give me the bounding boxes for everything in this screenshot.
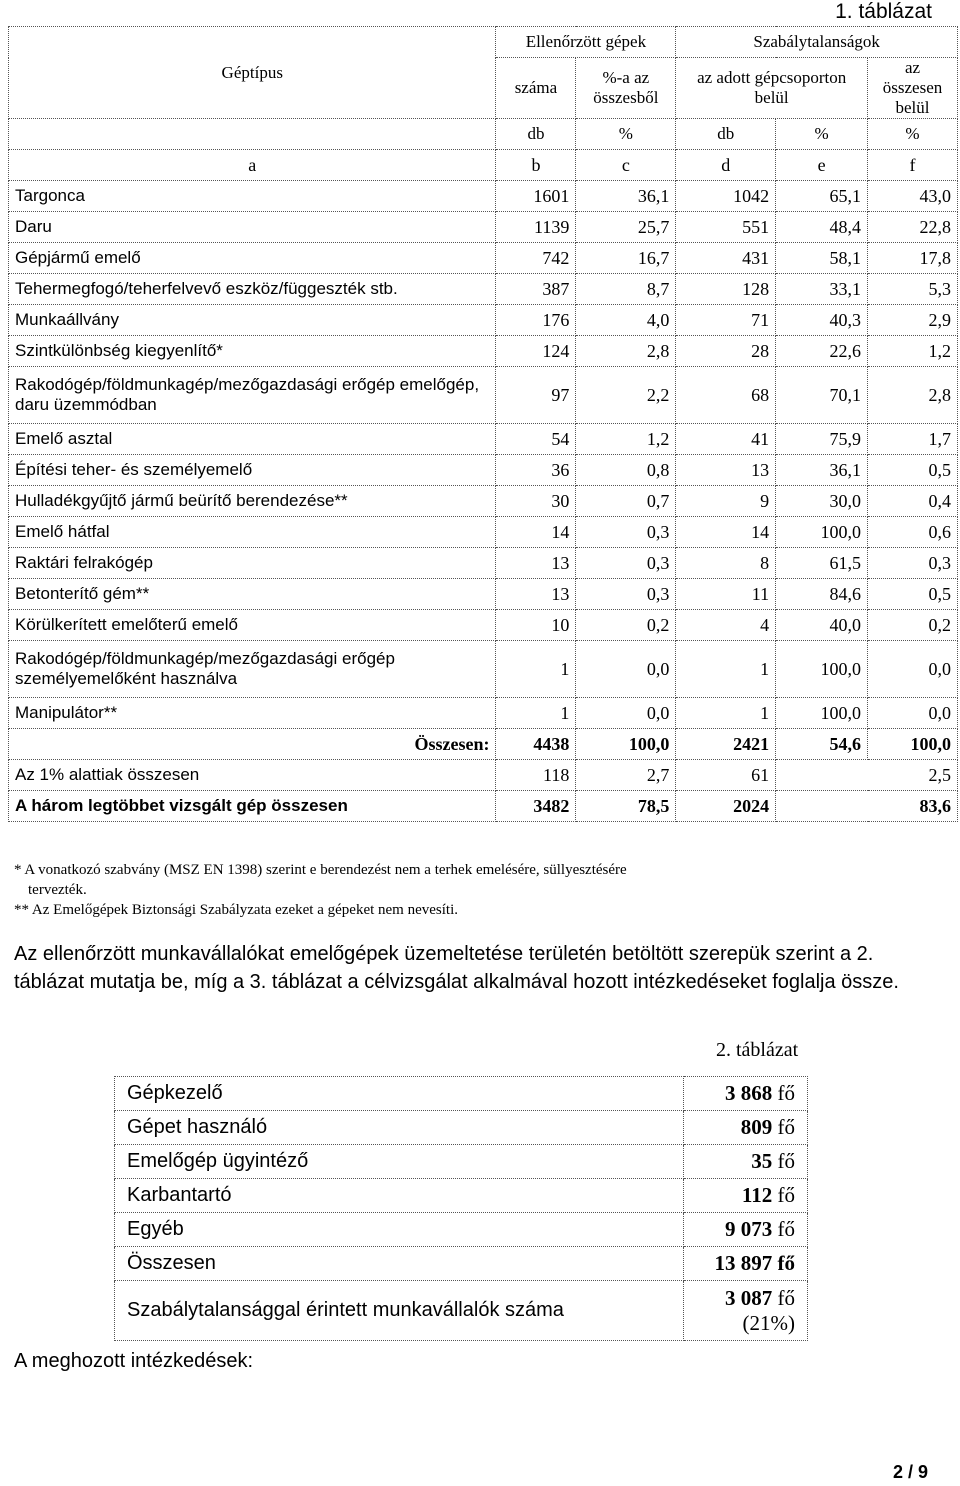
value-f: 0,6 xyxy=(868,517,958,548)
under1-b: 118 xyxy=(496,760,576,791)
role-count-unit: fő xyxy=(777,1115,795,1139)
role-count-unit: fő xyxy=(777,1183,795,1207)
total-b: 4438 xyxy=(496,729,576,760)
table-row xyxy=(9,698,958,729)
value-f: 5,3 xyxy=(868,274,958,305)
header-az-osszesen-belul: az összesen belül xyxy=(868,58,958,119)
value-e: 70,1 xyxy=(776,367,868,424)
total-d: 2421 xyxy=(676,729,776,760)
role-count-unit: fő xyxy=(777,1217,795,1241)
value-b: 54 xyxy=(496,424,576,455)
header-szama: száma xyxy=(496,58,576,119)
unit-2: db xyxy=(676,119,776,150)
value-b: 14 xyxy=(496,517,576,548)
units-blank xyxy=(9,119,496,150)
role-count-number: 809 xyxy=(740,1115,773,1139)
unit-4: % xyxy=(868,119,958,150)
table-row xyxy=(9,610,958,641)
value-c: 0,2 xyxy=(576,610,676,641)
value-d: 1042 xyxy=(676,181,776,212)
value-f: 0,5 xyxy=(868,579,958,610)
value-e: 40,3 xyxy=(776,305,868,336)
under1-f: 2,5 xyxy=(776,760,958,791)
value-b: 124 xyxy=(496,336,576,367)
machine-type: Emelő asztal xyxy=(9,424,496,455)
value-f: 22,8 xyxy=(868,212,958,243)
measures-heading: A meghozott intézkedések: xyxy=(14,1350,254,1372)
value-c: 0,7 xyxy=(576,486,676,517)
header-az-adott-gepcsoporton-belul: az adott gépcsoporton belül xyxy=(676,58,868,119)
table-row xyxy=(9,181,958,212)
value-f: 0,5 xyxy=(868,455,958,486)
value-d: 4 xyxy=(676,610,776,641)
table-row xyxy=(9,455,958,486)
header-szabalytalansagok: Szabálytalanságok xyxy=(676,27,958,58)
total-value: 13 897 fő xyxy=(684,1247,808,1281)
table-row xyxy=(9,641,958,698)
top-three-label: A három legtöbbet vizsgált gép összesen xyxy=(9,791,496,822)
value-c: 0,0 xyxy=(576,698,676,729)
value-d: 551 xyxy=(676,212,776,243)
role-row xyxy=(115,1179,808,1213)
value-f: 0,2 xyxy=(868,610,958,641)
value-d: 13 xyxy=(676,455,776,486)
table-row xyxy=(9,579,958,610)
value-d: 11 xyxy=(676,579,776,610)
value-c: 16,7 xyxy=(576,243,676,274)
column-letter-a: a xyxy=(9,150,496,181)
value-e: 100,0 xyxy=(776,517,868,548)
value-b: 13 xyxy=(496,579,576,610)
value-d: 431 xyxy=(676,243,776,274)
role-count-unit: fő xyxy=(777,1149,795,1173)
machine-type: Munkaállvány xyxy=(9,305,496,336)
under1-d: 61 xyxy=(676,760,776,791)
header-geptipus: Géptípus xyxy=(9,27,496,119)
value-c: 2,2 xyxy=(576,367,676,424)
value-e: 36,1 xyxy=(776,455,868,486)
machine-type: Raktári felrakógép xyxy=(9,548,496,579)
value-d: 128 xyxy=(676,274,776,305)
table-row xyxy=(9,367,958,424)
value-c: 8,7 xyxy=(576,274,676,305)
affected-label: Szabálytalansággal érintett munkavállalók száma xyxy=(115,1281,684,1341)
role-count-number: 3 868 xyxy=(725,1081,773,1105)
table-row xyxy=(9,336,958,367)
value-e: 100,0 xyxy=(776,641,868,698)
role-label: Karbantartó xyxy=(115,1179,684,1213)
value-b: 36 xyxy=(496,455,576,486)
value-e: 22,6 xyxy=(776,336,868,367)
table-row xyxy=(9,243,958,274)
machine-type: Szintkülönbség kiegyenlítő* xyxy=(9,336,496,367)
value-c: 0,0 xyxy=(576,641,676,698)
table-row xyxy=(9,548,958,579)
total-label: Összesen xyxy=(115,1247,684,1281)
role-label: Gépet használó xyxy=(115,1111,684,1145)
value-b: 30 xyxy=(496,486,576,517)
value-d: 1 xyxy=(676,698,776,729)
machine-type: Gépjármű emelő xyxy=(9,243,496,274)
table2-affected-row xyxy=(115,1281,808,1341)
machine-type: Betonterítő gém** xyxy=(9,579,496,610)
machine-type: Emelő hátfal xyxy=(9,517,496,548)
role-label: Egyéb xyxy=(115,1213,684,1247)
footnote-1-cont: tervezték. xyxy=(28,882,87,898)
role-label: Emelőgép ügyintéző xyxy=(115,1145,684,1179)
value-c: 36,1 xyxy=(576,181,676,212)
role-row xyxy=(115,1111,808,1145)
value-e: 100,0 xyxy=(776,698,868,729)
role-count-number: 112 xyxy=(741,1183,773,1207)
value-e: 75,9 xyxy=(776,424,868,455)
under-one-percent-row xyxy=(9,760,958,791)
table-row xyxy=(9,212,958,243)
value-e: 61,5 xyxy=(776,548,868,579)
under-one-percent-label: Az 1% alattiak összesen xyxy=(9,760,496,791)
value-c: 25,7 xyxy=(576,212,676,243)
value-e: 84,6 xyxy=(776,579,868,610)
machine-type: Daru xyxy=(9,212,496,243)
value-c: 0,8 xyxy=(576,455,676,486)
value-f: 43,0 xyxy=(868,181,958,212)
column-letter-c: c xyxy=(576,150,676,181)
top3-f: 83,6 xyxy=(776,791,958,822)
column-letter-e: e xyxy=(776,150,868,181)
value-d: 41 xyxy=(676,424,776,455)
value-c: 0,3 xyxy=(576,548,676,579)
top3-c: 78,5 xyxy=(576,791,676,822)
table-row xyxy=(9,517,958,548)
value-b: 387 xyxy=(496,274,576,305)
affected-percent: (21%) xyxy=(742,1310,795,1335)
table2-caption: 2. táblázat xyxy=(716,1039,799,1061)
value-c: 1,2 xyxy=(576,424,676,455)
value-c: 2,8 xyxy=(576,336,676,367)
value-b: 1139 xyxy=(496,212,576,243)
machine-type: Rakodógép/földmunkagép/mezőgazdasági erőgép személyemelőként használva xyxy=(9,641,496,698)
role-count xyxy=(684,1213,808,1247)
column-letter-b: b xyxy=(496,150,576,181)
machine-type: Hulladékgyűjtő jármű beürítő berendezése** xyxy=(9,486,496,517)
value-b: 1 xyxy=(496,698,576,729)
total-c: 100,0 xyxy=(576,729,676,760)
role-count-unit: fő xyxy=(777,1081,795,1105)
value-b: 13 xyxy=(496,548,576,579)
value-c: 0,3 xyxy=(576,517,676,548)
top-three-row xyxy=(9,791,958,822)
value-d: 68 xyxy=(676,367,776,424)
value-f: 2,8 xyxy=(868,367,958,424)
unit-1: % xyxy=(576,119,676,150)
value-c: 4,0 xyxy=(576,305,676,336)
value-e: 48,4 xyxy=(776,212,868,243)
value-f: 0,3 xyxy=(868,548,958,579)
value-e: 58,1 xyxy=(776,243,868,274)
total-f: 100,0 xyxy=(868,729,958,760)
value-f: 2,9 xyxy=(868,305,958,336)
value-f: 17,8 xyxy=(868,243,958,274)
value-e: 30,0 xyxy=(776,486,868,517)
value-f: 0,0 xyxy=(868,641,958,698)
value-d: 1 xyxy=(676,641,776,698)
footnote-2: ** Az Emelőgépek Biztonsági Szabályzata ezeket a gépeket nem nevesíti. xyxy=(14,902,458,918)
column-letter-f: f xyxy=(868,150,958,181)
machine-type: Manipulátor** xyxy=(9,698,496,729)
column-letter-d: d xyxy=(676,150,776,181)
table-row xyxy=(9,305,958,336)
role-count-number: 9 073 xyxy=(725,1217,773,1241)
role-row xyxy=(115,1145,808,1179)
value-e: 40,0 xyxy=(776,610,868,641)
unit-0: db xyxy=(496,119,576,150)
role-label: Gépkezelő xyxy=(115,1077,684,1111)
role-count xyxy=(684,1111,808,1145)
affected-value: 3 087 fő (21%) xyxy=(684,1281,808,1341)
table1-footnotes xyxy=(14,860,914,920)
value-f: 1,7 xyxy=(868,424,958,455)
value-b: 1601 xyxy=(496,181,576,212)
value-d: 9 xyxy=(676,486,776,517)
value-b: 10 xyxy=(496,610,576,641)
worker-roles-table xyxy=(114,1076,808,1341)
unit-3: % xyxy=(776,119,868,150)
value-f: 1,2 xyxy=(868,336,958,367)
value-b: 1 xyxy=(496,641,576,698)
machine-inspection-table xyxy=(8,26,958,822)
role-row xyxy=(115,1213,808,1247)
role-count-number: 35 xyxy=(751,1149,773,1173)
table1-caption: 1. táblázat xyxy=(835,0,932,23)
value-e: 33,1 xyxy=(776,274,868,305)
value-d: 14 xyxy=(676,517,776,548)
role-row xyxy=(115,1077,808,1111)
total-row xyxy=(9,729,958,760)
machine-type: Targonca xyxy=(9,181,496,212)
table2-total-row xyxy=(115,1247,808,1281)
under1-c: 2,7 xyxy=(576,760,676,791)
value-b: 97 xyxy=(496,367,576,424)
machine-type: Tehermegfogó/teherfelvevő eszköz/függeszték stb. xyxy=(9,274,496,305)
value-f: 0,4 xyxy=(868,486,958,517)
total-label: Összesen: xyxy=(9,729,496,760)
value-b: 742 xyxy=(496,243,576,274)
footnote-1: * A vonatkozó szabvány (MSZ EN 1398) szerint e berendezést nem a terhek emelésére, süllyesztésére xyxy=(14,862,627,878)
role-count xyxy=(684,1145,808,1179)
value-d: 28 xyxy=(676,336,776,367)
machine-type: Körülkerített emelőterű emelő xyxy=(9,610,496,641)
value-e: 65,1 xyxy=(776,181,868,212)
value-f: 0,0 xyxy=(868,698,958,729)
top3-b: 3482 xyxy=(496,791,576,822)
value-d: 71 xyxy=(676,305,776,336)
machine-type: Építési teher- és személyemelő xyxy=(9,455,496,486)
total-e: 54,6 xyxy=(776,729,868,760)
table-row xyxy=(9,274,958,305)
role-count xyxy=(684,1077,808,1111)
value-c: 0,3 xyxy=(576,579,676,610)
table-row xyxy=(9,424,958,455)
role-count xyxy=(684,1179,808,1213)
header-szazalek-az-osszesbol: %-a az összesből xyxy=(576,58,676,119)
value-d: 8 xyxy=(676,548,776,579)
value-b: 176 xyxy=(496,305,576,336)
table-row xyxy=(9,486,958,517)
top3-d: 2024 xyxy=(676,791,776,822)
page-number: 2 / 9 xyxy=(892,1462,928,1482)
machine-type: Rakodógép/földmunkagép/mezőgazdasági erőgép emelőgép, daru üzemmódban xyxy=(9,367,496,424)
body-paragraph: Az ellenőrzött munkavállalókat emelőgépek üzemeltetése területén betöltött szerepük szerint a 2. táblázat mutatja be, míg a 3. táblázat a célvizsgálat alkalmával hozott intézkedéseket foglalja össze. xyxy=(14,943,899,993)
header-ellenorzott: Ellenőrzött gépek xyxy=(496,27,676,58)
